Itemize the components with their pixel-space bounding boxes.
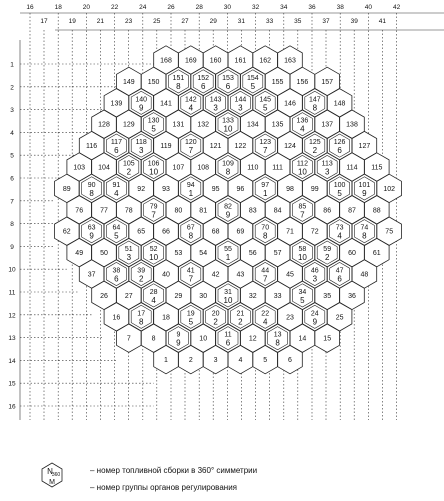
- control-group-number: 10: [223, 124, 233, 134]
- assembly-number: 155: [271, 78, 284, 86]
- control-group-number: 7: [188, 146, 194, 156]
- assembly-number: 4: [238, 357, 243, 365]
- control-group-number: 9: [225, 210, 231, 220]
- assembly-number: 133: [222, 117, 234, 125]
- assembly-number: 109: [222, 160, 234, 168]
- control-group-number: 4: [188, 103, 194, 113]
- top-scale-label: 35: [294, 18, 302, 25]
- assembly-number: 85: [298, 203, 307, 211]
- assembly-number: 134: [246, 121, 259, 129]
- top-scale-label: 24: [139, 4, 147, 11]
- top-scale-label: 22: [110, 4, 119, 11]
- control-group-number: 2: [324, 253, 330, 263]
- assembly-number: 76: [75, 207, 84, 215]
- assembly-number: 31: [224, 288, 232, 296]
- assembly-number: 21: [236, 310, 245, 318]
- assembly-number: 53: [174, 250, 183, 258]
- left-scale-label: 2: [10, 84, 14, 92]
- assembly-number: 34: [298, 288, 307, 296]
- control-group-number: 10: [149, 253, 159, 263]
- assembly-number: 13: [273, 331, 282, 339]
- control-group-number: 10: [149, 167, 159, 177]
- legend-symbol-n: N: [47, 467, 53, 476]
- control-group-number: 6: [337, 146, 342, 156]
- assembly-number: 105: [122, 160, 135, 168]
- top-scale-label: 18: [54, 4, 62, 11]
- assembly-number: 86: [323, 207, 332, 215]
- assembly-number: 95: [211, 185, 220, 193]
- assembly-number: 54: [199, 250, 208, 258]
- assembly-number: 41: [186, 267, 195, 275]
- assembly-number: 154: [246, 74, 259, 82]
- left-scale-label: 11: [8, 289, 16, 297]
- control-group-number: 2: [213, 317, 218, 327]
- assembly-number: 20: [211, 310, 220, 318]
- control-group-number: 4: [114, 188, 119, 198]
- control-group-number: 5: [151, 124, 156, 134]
- assembly-number: 104: [98, 164, 110, 172]
- assembly-number: 161: [234, 57, 247, 65]
- assembly-number: 100: [333, 181, 346, 189]
- control-group-number: 8: [312, 103, 318, 113]
- assembly-number: 15: [323, 335, 332, 343]
- control-group-number: 1: [225, 253, 231, 263]
- assembly-number: 33: [273, 292, 282, 300]
- assembly-number: 147: [308, 96, 321, 104]
- assembly-number: 96: [236, 185, 245, 193]
- assembly-number: 46: [310, 267, 319, 275]
- control-group-number: 8: [262, 231, 268, 241]
- assembly-number: 74: [360, 224, 369, 232]
- assembly-number: 42: [211, 271, 220, 279]
- top-scale-label: 32: [251, 4, 260, 11]
- assembly-number: 91: [112, 181, 121, 189]
- assembly-number: 98: [286, 185, 294, 193]
- control-group-number: 3: [126, 253, 132, 263]
- assembly-number: 148: [333, 100, 346, 108]
- control-group-number: 7: [151, 210, 156, 220]
- assembly-number: 36: [348, 292, 356, 300]
- assembly-number: 103: [73, 164, 86, 172]
- assembly-number: 115: [371, 164, 383, 172]
- assembly-number: 79: [149, 203, 158, 211]
- assembly-number: 94: [186, 181, 195, 189]
- control-group-number: 7: [300, 210, 305, 220]
- left-scale-label: 6: [10, 175, 14, 183]
- control-group-number: 6: [200, 81, 206, 91]
- assembly-number: 112: [296, 160, 308, 168]
- assembly-number: 132: [197, 121, 210, 129]
- control-group-number: 1: [188, 188, 194, 198]
- top-scale-label: 19: [68, 18, 76, 25]
- assembly-number: 6: [288, 357, 292, 365]
- control-group-number: 5: [188, 317, 194, 327]
- assembly-number: 59: [323, 246, 332, 254]
- assembly-number: 19: [186, 310, 195, 318]
- control-group-number: 8: [89, 188, 94, 198]
- assembly-number: 78: [124, 207, 133, 215]
- assembly-number: 124: [284, 143, 296, 151]
- control-group-number: 4: [300, 124, 305, 134]
- assembly-number: 119: [160, 143, 172, 151]
- assembly-number: 69: [236, 228, 245, 236]
- assembly-number: 65: [137, 228, 146, 236]
- control-group-number: 8: [275, 338, 280, 348]
- assembly-number: 60: [348, 250, 356, 258]
- control-group-number: 1: [262, 188, 268, 198]
- assembly-number: 57: [273, 250, 282, 258]
- assembly-number: 43: [236, 271, 245, 279]
- legend-symbol-m: M: [49, 479, 55, 486]
- assembly-number: 68: [211, 228, 220, 236]
- assembly-number: 73: [335, 224, 344, 232]
- assembly-number: 140: [135, 96, 148, 104]
- assembly-number: 11: [224, 331, 232, 339]
- assembly-number: 45: [286, 271, 294, 279]
- assembly-number: 9: [176, 331, 181, 339]
- control-group-number: 8: [225, 167, 231, 177]
- assembly-number: 163: [284, 57, 296, 65]
- top-scale-label: 30: [223, 4, 232, 11]
- assembly-number: 39: [137, 267, 146, 275]
- assembly-number: 135: [271, 121, 284, 129]
- control-group-number: 2: [138, 274, 144, 284]
- top-scale-label: 23: [124, 18, 133, 25]
- assembly-number: 7: [126, 335, 131, 343]
- control-group-number: 5: [114, 231, 119, 241]
- control-group-number: 6: [225, 81, 231, 91]
- assembly-number: 149: [122, 78, 135, 86]
- control-group-number: 9: [138, 103, 144, 113]
- assembly-number: 44: [261, 267, 270, 275]
- assembly-number: 52: [149, 246, 158, 254]
- top-scale-label: 34: [280, 4, 288, 11]
- assembly-number: 30: [199, 292, 208, 300]
- control-group-number: 9: [312, 317, 318, 327]
- assembly-number: 27: [124, 292, 133, 300]
- assembly-number: 137: [321, 121, 334, 129]
- assembly-number: 110: [247, 164, 259, 172]
- assembly-number: 75: [385, 228, 394, 236]
- control-group-number: 9: [176, 338, 181, 348]
- left-scale-label: 8: [10, 221, 14, 229]
- control-group-number: 2: [126, 167, 132, 177]
- assembly-number: 141: [160, 100, 172, 108]
- left-scale-label: 14: [8, 357, 16, 365]
- assembly-number: 64: [112, 224, 121, 232]
- top-scale-label: 37: [322, 18, 330, 25]
- assembly-number: 108: [197, 164, 210, 172]
- assembly-number: 25: [335, 314, 344, 322]
- left-scale-label: 16: [8, 403, 16, 411]
- top-scale-label: 36: [308, 4, 316, 11]
- control-group-number: 5: [337, 188, 342, 198]
- assembly-number: 26: [100, 292, 108, 300]
- assembly-number: 120: [184, 139, 197, 147]
- top-scale-label: 38: [336, 4, 344, 11]
- assembly-number: 138: [346, 121, 358, 129]
- top-scale-label: 40: [364, 4, 373, 11]
- control-group-number: 9: [89, 231, 94, 241]
- assembly-number: 48: [360, 271, 369, 279]
- left-scale-label: 1: [10, 61, 14, 69]
- assembly-number: 40: [162, 271, 170, 279]
- assembly-number: 168: [160, 57, 172, 65]
- top-scale-label: 26: [167, 4, 175, 11]
- control-group-number: 10: [297, 253, 307, 263]
- assembly-number: 129: [122, 121, 135, 129]
- left-scale-label: 15: [8, 380, 16, 388]
- assembly-number: 143: [209, 96, 222, 104]
- left-scale-label: 3: [10, 107, 14, 115]
- assembly-number: 67: [186, 224, 195, 232]
- assembly-number: 128: [98, 121, 110, 129]
- control-group-number: 5: [300, 295, 305, 305]
- control-group-number: 2: [238, 317, 243, 327]
- assembly-number: 169: [184, 57, 197, 65]
- assembly-number: 102: [383, 185, 396, 193]
- assembly-number: 145: [259, 96, 272, 104]
- control-group-number: 2: [312, 146, 318, 156]
- assembly-number: 162: [259, 57, 272, 65]
- control-group-number: 5: [262, 103, 268, 113]
- assembly-number: 12: [248, 335, 257, 343]
- assembly-number: 156: [296, 78, 309, 86]
- assembly-number: 144: [234, 96, 247, 104]
- top-scale-label: 20: [82, 4, 91, 11]
- assembly-number: 66: [162, 228, 170, 236]
- assembly-number: 139: [110, 100, 123, 108]
- assembly-number: 49: [75, 250, 84, 258]
- control-group-number: 3: [138, 146, 144, 156]
- assembly-number: 29: [174, 292, 183, 300]
- control-group-number: 10: [223, 295, 233, 305]
- control-group-number: 8: [362, 231, 367, 241]
- top-scale-label: 25: [153, 18, 161, 25]
- assembly-number: 126: [333, 139, 346, 147]
- assembly-number: 101: [358, 181, 371, 189]
- top-scale-label: 33: [265, 18, 274, 25]
- assembly-number: 142: [184, 96, 197, 104]
- assembly-number: 3: [213, 357, 218, 365]
- assembly-number: 130: [147, 117, 160, 125]
- control-group-number: 7: [262, 146, 268, 156]
- control-group-number: 3: [238, 103, 243, 113]
- assembly-number: 63: [87, 224, 96, 232]
- assembly-number: 152: [197, 74, 210, 82]
- assembly-number: 160: [209, 57, 222, 65]
- assembly-number: 121: [209, 143, 222, 151]
- control-group-number: 6: [225, 338, 231, 348]
- legend-line-n: – номер топливной сборки в 360° симметрии: [90, 466, 258, 475]
- assembly-grid: [55, 46, 402, 374]
- left-scale-label: 12: [8, 312, 16, 320]
- assembly-number: 146: [284, 100, 296, 108]
- assembly-number: 18: [162, 314, 170, 322]
- assembly-number: 83: [248, 207, 257, 215]
- assembly-number: 2: [188, 357, 193, 365]
- assembly-number: 93: [162, 185, 170, 193]
- assembly-number: 55: [224, 246, 232, 254]
- control-group-number: 4: [337, 231, 342, 241]
- control-group-number: 10: [297, 167, 307, 177]
- left-scale-label: 4: [10, 129, 14, 137]
- assembly-number: 22: [261, 310, 270, 318]
- control-group-number: 3: [312, 274, 318, 284]
- assembly-number: 24: [310, 310, 319, 318]
- left-scale-label: 7: [10, 198, 14, 206]
- control-group-number: 6: [114, 146, 119, 156]
- control-group-number: 9: [362, 188, 367, 198]
- assembly-number: 58: [298, 246, 307, 254]
- assembly-number: 32: [248, 292, 257, 300]
- control-group-number: 4: [262, 317, 268, 327]
- assembly-number: 99: [310, 185, 319, 193]
- left-scale-label: 9: [10, 243, 14, 251]
- control-group-number: 6: [114, 274, 119, 284]
- assembly-number: 107: [172, 164, 185, 172]
- assembly-number: 62: [62, 228, 71, 236]
- legend-line-m: – номер группы органов регулирования: [90, 483, 238, 492]
- left-scale-label: 13: [8, 335, 16, 343]
- assembly-number: 37: [87, 271, 96, 279]
- top-scale-label: 21: [96, 18, 105, 25]
- assembly-number: 70: [261, 224, 270, 232]
- assembly-number: 89: [62, 185, 71, 193]
- assembly-number: 16: [112, 314, 121, 322]
- top-scale-label: 29: [209, 18, 217, 25]
- control-group-number: 5: [250, 81, 256, 91]
- assembly-number: 1: [164, 357, 168, 365]
- top-scale-label: 39: [350, 18, 358, 25]
- control-group-number: 7: [188, 274, 194, 284]
- assembly-number: 72: [310, 228, 319, 236]
- assembly-number: 92: [137, 185, 146, 193]
- assembly-number: 151: [172, 74, 185, 82]
- assembly-number: 114: [346, 164, 358, 172]
- assembly-number: 38: [112, 267, 121, 275]
- assembly-number: 23: [286, 314, 294, 322]
- assembly-number: 61: [372, 250, 381, 258]
- assembly-number: 117: [110, 139, 122, 147]
- assembly-number: 88: [372, 207, 381, 215]
- assembly-number: 118: [135, 139, 147, 147]
- assembly-number: 82: [224, 203, 232, 211]
- top-scale-label: 17: [40, 18, 48, 25]
- assembly-number: 47: [335, 267, 344, 275]
- control-group-number: 7: [262, 274, 268, 284]
- control-group-number: 3: [213, 103, 218, 113]
- control-group-number: 8: [176, 81, 181, 91]
- assembly-number: 17: [137, 310, 146, 318]
- assembly-number: 87: [348, 207, 356, 215]
- assembly-number: 80: [174, 207, 183, 215]
- assembly-number: 136: [296, 117, 309, 125]
- assembly-number: 5: [263, 357, 268, 365]
- control-group-number: 8: [188, 231, 194, 241]
- assembly-number: 125: [308, 139, 321, 147]
- assembly-number: 131: [172, 121, 185, 129]
- assembly-number: 150: [147, 78, 160, 86]
- control-group-number: 3: [324, 167, 330, 177]
- assembly-number: 50: [100, 250, 108, 258]
- assembly-number: 84: [273, 207, 282, 215]
- assembly-number: 97: [261, 181, 270, 189]
- assembly-number: 90: [87, 181, 96, 189]
- assembly-number: 113: [321, 160, 333, 168]
- assembly-number: 157: [321, 78, 334, 86]
- assembly-number: 77: [100, 207, 108, 215]
- assembly-number: 123: [259, 139, 272, 147]
- top-scale-label: 28: [195, 4, 203, 11]
- top-scale-label: 42: [392, 4, 401, 11]
- assembly-number: 127: [358, 143, 371, 151]
- top-scale-label: 31: [237, 18, 246, 25]
- assembly-number: 35: [323, 292, 332, 300]
- assembly-number: 81: [199, 207, 208, 215]
- control-group-number: 6: [337, 274, 342, 284]
- legend-symbol-sub: 360: [51, 472, 61, 478]
- control-group-number: 8: [138, 317, 144, 327]
- left-scale-label: 10: [8, 266, 16, 274]
- assembly-number: 28: [149, 288, 158, 296]
- assembly-number: 106: [147, 160, 160, 168]
- assembly-number: 71: [286, 228, 294, 236]
- assembly-number: 111: [272, 164, 283, 172]
- assembly-number: 10: [199, 335, 208, 343]
- assembly-number: 51: [124, 246, 133, 254]
- assembly-number: 122: [234, 143, 247, 151]
- assembly-number: 56: [248, 250, 257, 258]
- control-group-number: 4: [151, 295, 156, 305]
- assembly-number: 8: [151, 335, 156, 343]
- assembly-number: 116: [86, 143, 98, 151]
- left-scale-label: 5: [10, 152, 14, 160]
- legend: [42, 463, 257, 492]
- top-scale-label: 27: [181, 18, 189, 25]
- assembly-number: 14: [298, 335, 307, 343]
- assembly-number: 153: [222, 74, 234, 82]
- top-scale-label: 41: [378, 18, 387, 25]
- top-scale-label: 16: [26, 4, 34, 11]
